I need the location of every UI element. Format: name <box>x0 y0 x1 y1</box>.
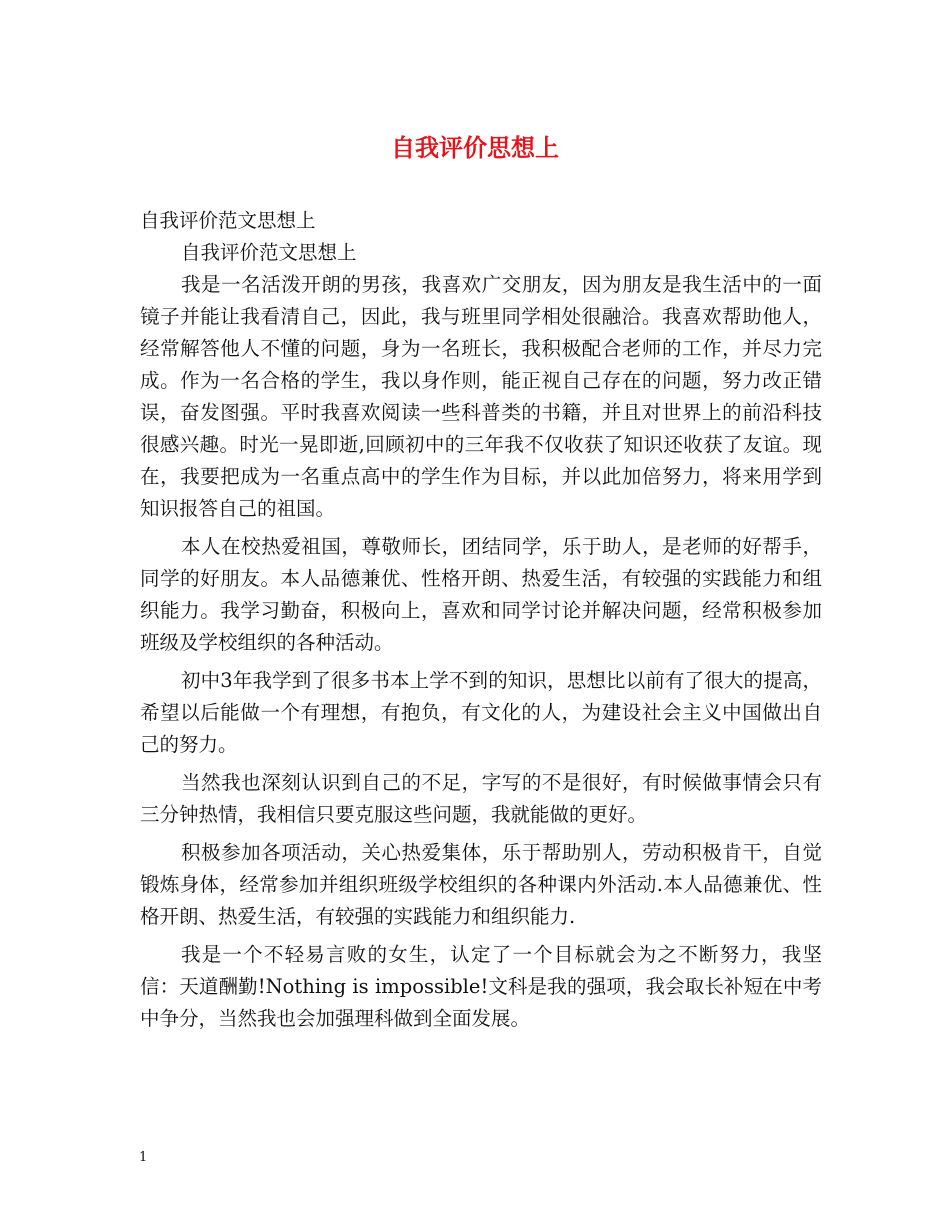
paragraph-6: 我是一个不轻易言败的女生，认定了一个目标就会为之不断努力，我坚信：天道酬勤!Nothing is impossible!文科是我的强项，我会取长补短在中考中争分，当然我也会加强理科做到全面发展。 <box>140 943 822 1030</box>
paragraph-4: 当然我也深刻认识到自己的不足，字写的不是很好，有时候做事情会只有三分钟热情，我相信只要克服这些问题，我就能做的更好。 <box>140 771 822 826</box>
document-subheading: 自我评价范文思想上 <box>181 241 357 264</box>
paragraph-3: 初中3年我学到了很多书本上学不到的知识，思想比以前有了很大的提高，希望以后能做一个有理想，有抱负，有文化的人，为建设社会主义中国做出自己的努力。 <box>140 669 822 756</box>
page-number: 1 <box>139 1150 148 1165</box>
paragraph-2: 本人在校热爱祖国，尊敬师长，团结同学，乐于助人，是老师的好帮手，同学的好朋友。本人品德兼优、性格开朗、热爱生活，有较强的实践能力和组织能力。我学习勤奋，积极向上，喜欢和同学讨论并解决问题，经常积极参加班级及学校组织的各种活动。 <box>140 535 822 654</box>
document-heading: 自我评价范文思想上 <box>140 209 316 232</box>
document-title: 自我评价思想上 <box>391 133 559 162</box>
paragraph-1: 我是一名活泼开朗的男孩，我喜欢广交朋友，因为朋友是我生活中的一面镜子并能让我看清自己，因此，我与班里同学相处很融洽。我喜欢帮助他人，经常解答他人不懂的问题，身为一名班长，我积极配合老师的工作，并尽力完成。作为一名合格的学生，我以身作则，能正视自己存在的问题，努力改正错误，奋发图强。平时我喜欢阅读一些科普类的书籍，并且对世界上的前沿科技很感兴趣。时光一晃即逝,回顾初中的三年我不仅收获了知识还收获了友谊。现在，我要把成为一名重点高中的学生作为目标，并以此加倍努力，将来用学到知识报答自己的祖国。 <box>140 273 822 520</box>
document-body <box>140 205 822 1041</box>
paragraph-5: 积极参加各项活动，关心热爱集体，乐于帮助别人，劳动积极肯干，自觉锻炼身体，经常参加并组织班级学校组织的各种课内外活动.本人品德兼优、性格开朗、热爱生活，有较强的实践能力和组织能力. <box>140 841 822 928</box>
